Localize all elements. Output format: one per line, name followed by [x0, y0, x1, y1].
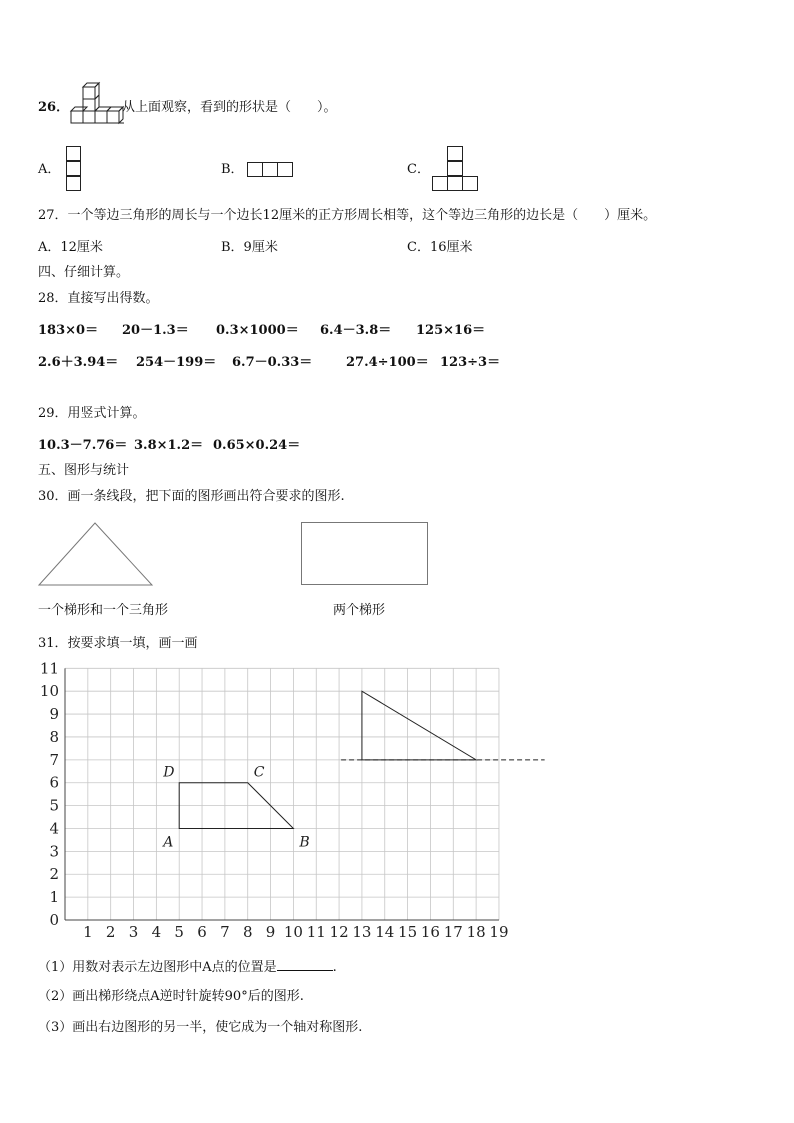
y-tick-label: 7: [49, 750, 59, 769]
point-label-a: A: [163, 834, 174, 851]
y-tick-label: 0: [49, 911, 59, 929]
q27-option-c[interactable]: C．16厘米: [407, 240, 473, 255]
point-label-d: D: [163, 764, 175, 781]
section-4-heading: 四、仔细计算。: [38, 265, 130, 280]
q30-caption-left: 一个梯形和一个三角形: [38, 603, 169, 618]
q28-item: 6.4－3.8＝: [320, 323, 392, 338]
point-label-b: B: [299, 834, 310, 851]
q31-sub1: [38, 958, 337, 976]
x-tick-label: 10: [283, 923, 303, 941]
q26-option-a[interactable]: A．: [38, 162, 61, 177]
q28-item: 125×16＝: [416, 323, 486, 338]
y-tick-label: 2: [49, 865, 59, 884]
x-tick-label: 14: [375, 923, 395, 941]
q31-sub2: （2）画出梯形绕点A逆时针旋转90°后的图形.: [38, 989, 304, 1004]
q29-question: 29．用竖式计算。: [38, 406, 146, 421]
q26-number: 26．: [38, 100, 70, 115]
x-tick-label: 6: [197, 923, 207, 941]
y-tick-label: 9: [49, 705, 59, 724]
q28-item: 27.4÷100＝: [346, 355, 429, 370]
q29-item: 0.65×0.24＝: [213, 438, 301, 453]
q28-item: 183×0＝: [38, 323, 99, 338]
x-tick-label: 17: [443, 923, 463, 941]
q27-question: 27．一个等边三角形的周长与一个边长12厘米的正方形周长相等，这个等边三角形的边长是（ ）厘米。: [38, 208, 657, 223]
point-label-c: C: [253, 764, 265, 781]
q28-item: 0.3×1000＝: [216, 323, 299, 338]
right-triangle: [362, 691, 476, 760]
q28-question: 28．直接写出得数。: [38, 291, 159, 306]
x-tick-label: 3: [128, 923, 139, 941]
q31-sub1-text: （1）用数对表示左边图形中A点的位置是: [38, 960, 277, 975]
x-tick-label: 9: [265, 923, 276, 941]
x-tick-label: 15: [398, 923, 418, 941]
x-tick-label: 1: [83, 923, 93, 941]
x-tick-label: 12: [329, 923, 349, 941]
x-tick-label: 19: [489, 923, 509, 941]
q28-item: 6.7－0.33＝: [232, 355, 313, 370]
q29-item: 10.3－7.76＝: [38, 438, 128, 453]
q26-option-c[interactable]: C．: [407, 162, 430, 177]
y-tick-label: 6: [49, 773, 59, 792]
q29-item: 3.8×1.2＝: [134, 438, 204, 453]
y-tick-label: 5: [49, 796, 59, 815]
x-tick-label: 8: [242, 923, 253, 941]
q31-sub1-end: .: [332, 960, 337, 975]
q28-item: 254－199＝: [136, 355, 217, 370]
q28-item: 123÷3＝: [440, 355, 501, 370]
x-tick-label: 4: [151, 923, 162, 941]
q27-option-a[interactable]: A．12厘米: [38, 240, 103, 255]
section-5-heading: 五、图形与统计: [38, 463, 130, 478]
x-tick-label: 2: [105, 923, 116, 941]
x-tick-label: 11: [306, 923, 326, 941]
q26-question: 从上面观察，看到的形状是（ ）。: [122, 100, 337, 115]
y-tick-label: 4: [49, 819, 59, 838]
y-tick-label: 10: [39, 682, 59, 701]
q27-option-b[interactable]: B．9厘米: [221, 240, 278, 255]
y-tick-label: 3: [49, 842, 59, 861]
y-tick-label: 8: [49, 727, 59, 746]
x-tick-label: 5: [174, 923, 184, 941]
q31-sub3: （3）画出右边图形的另一半，使它成为一个轴对称图形.: [38, 1020, 363, 1035]
q26-option-b[interactable]: B．: [221, 162, 244, 177]
y-tick-label: 1: [49, 888, 59, 907]
q30-question: 30．画一条线段，把下面的图形画出符合要求的图形.: [38, 489, 345, 504]
y-tick-label: 11: [39, 659, 59, 678]
q30-caption-right: 两个梯形: [333, 603, 386, 618]
q31-question: 31．按要求填一填，画一画: [38, 636, 198, 651]
x-tick-label: 16: [420, 923, 440, 941]
q28-item: 2.6＋3.94＝: [38, 355, 119, 370]
x-tick-label: 13: [352, 923, 372, 941]
x-tick-label: 7: [220, 923, 230, 941]
q28-item: 20－1.3＝: [122, 323, 189, 338]
q31-answer-blank[interactable]: [277, 958, 333, 971]
x-tick-label: 18: [466, 923, 486, 941]
